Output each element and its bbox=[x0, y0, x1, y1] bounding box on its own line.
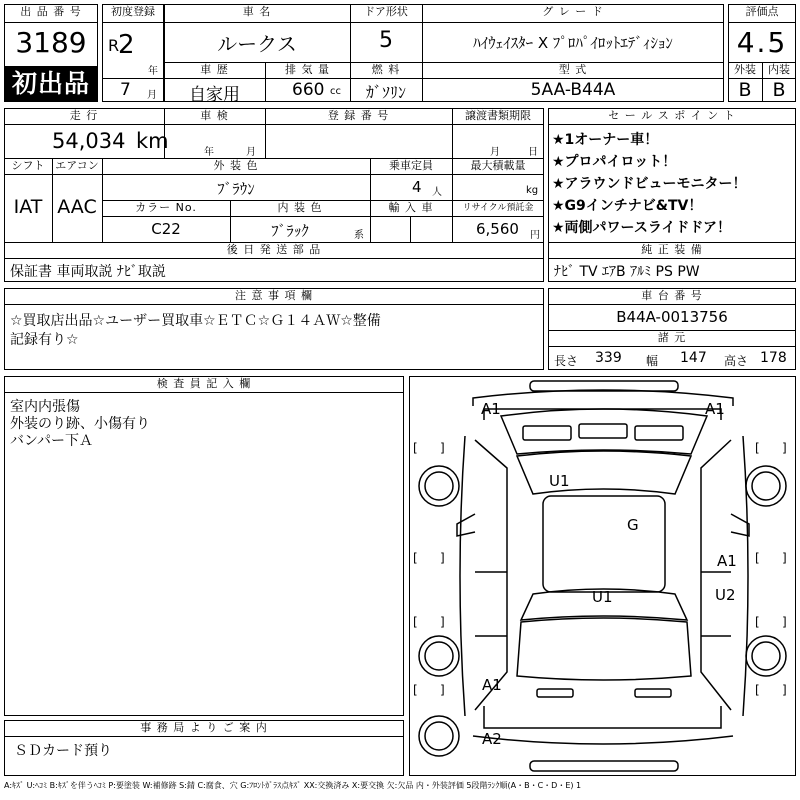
notes-line-2: 記録有り☆ bbox=[10, 332, 79, 348]
svg-text:[: [ bbox=[413, 683, 418, 697]
inspection-year-unit: 年 bbox=[204, 147, 214, 158]
damage-mark: G bbox=[627, 516, 639, 534]
exterior-grade: B bbox=[738, 79, 752, 101]
model-label: 型 式 bbox=[558, 63, 588, 76]
svg-text:[: [ bbox=[755, 683, 760, 697]
svg-text:]: ] bbox=[440, 615, 445, 629]
inspection-label: 車 検 bbox=[200, 109, 229, 122]
svg-text:]: ] bbox=[782, 551, 787, 565]
svg-text:]: ] bbox=[782, 683, 787, 697]
damage-mark: A1 bbox=[481, 400, 501, 418]
inspector-line: 室内内張傷 bbox=[10, 399, 80, 415]
damage-mark: A1 bbox=[705, 400, 725, 418]
height-label: 高さ bbox=[724, 354, 749, 368]
office-label: 事 務 局 よ り ご 案 内 bbox=[140, 721, 268, 734]
svg-text:[: [ bbox=[413, 551, 418, 565]
damage-mark: A1 bbox=[717, 552, 737, 570]
color-number: C22 bbox=[151, 220, 181, 238]
length-label: 長さ bbox=[554, 354, 579, 368]
damage-mark: U2 bbox=[715, 586, 736, 604]
shift-label: シフト bbox=[11, 159, 45, 172]
displacement-label: 排 気 量 bbox=[285, 63, 330, 76]
inspector-line: バンパー下Ａ bbox=[10, 433, 94, 449]
capacity-unit: 人 bbox=[432, 187, 442, 198]
mileage-label: 走 行 bbox=[69, 109, 99, 122]
damage-mark: U1 bbox=[549, 472, 570, 490]
color-number-label: カラー No. bbox=[135, 201, 197, 214]
transfer-day-unit: 日 bbox=[528, 147, 538, 158]
svg-text:]: ] bbox=[782, 615, 787, 629]
damage-mark: A2 bbox=[482, 730, 502, 748]
max-load-label: 最大積載量 bbox=[470, 159, 526, 172]
damage-mark: U1 bbox=[592, 588, 613, 606]
interior-grade-label: 内装 bbox=[768, 63, 790, 76]
recycle-fee-label: リサイクル預託金 bbox=[462, 203, 534, 213]
transfer-month-unit: 月 bbox=[490, 147, 500, 158]
svg-text:]: ] bbox=[782, 441, 787, 455]
era: R bbox=[108, 36, 120, 55]
height: 178 bbox=[760, 350, 787, 366]
sales-point: ★アラウンドビューモニター！ bbox=[552, 176, 747, 192]
interior-color-unit: 系 bbox=[354, 230, 364, 241]
lot-number: 3189 bbox=[15, 26, 87, 59]
lot-number-label: 出 品 番 号 bbox=[20, 5, 82, 18]
history-label: 車 歴 bbox=[200, 63, 229, 76]
office-message: ＳＤカード預り bbox=[14, 743, 112, 759]
doors-label: ドア形状 bbox=[364, 5, 408, 18]
reg-year: 2 bbox=[118, 30, 135, 60]
registration-number-label: 登 録 番 号 bbox=[327, 109, 390, 122]
svg-text:]: ] bbox=[440, 551, 445, 565]
first-listing-badge: 初出品 bbox=[5, 66, 97, 101]
svg-text:]: ] bbox=[440, 683, 445, 697]
score: 4.5 bbox=[736, 26, 788, 59]
notes-line-1: ☆買取店出品☆ユーザー買取車☆ＥＴＣ☆Ｇ１４ＡＷ☆整備 bbox=[10, 313, 381, 329]
doors: 5 bbox=[379, 28, 393, 53]
sales-point: ★プロパイロット！ bbox=[552, 154, 677, 170]
exterior-color: ﾌﾞﾗｳﾝ bbox=[217, 180, 255, 198]
reg-year-unit: 年 bbox=[148, 66, 158, 77]
sales-point: ★両側パワースライドドア！ bbox=[552, 220, 732, 236]
chassis-number: B44A-0013756 bbox=[616, 308, 728, 326]
width-label: 幅 bbox=[646, 354, 659, 368]
inspector-line: 外装のり跡、小傷有り bbox=[10, 416, 150, 432]
history: 自家用 bbox=[189, 85, 240, 105]
first-registration-label: 初度登録 bbox=[111, 5, 155, 18]
recycle-fee: 6,560 bbox=[476, 220, 519, 238]
sales-point: ★1オーナー車！ bbox=[552, 132, 659, 148]
svg-text:[: [ bbox=[413, 615, 418, 629]
mileage: 54,034 bbox=[52, 129, 126, 153]
interior-grade: B bbox=[772, 79, 786, 101]
exterior-color-label: 外 装 色 bbox=[213, 159, 259, 172]
capacity: 4 bbox=[412, 178, 422, 196]
chassis-number-label: 車 台 番 号 bbox=[641, 289, 703, 302]
svg-text:]: ] bbox=[440, 441, 445, 455]
inspector-label: 検 査 員 記 入 欄 bbox=[156, 377, 252, 390]
model: 5AA-B44A bbox=[530, 80, 616, 100]
svg-text:[: [ bbox=[413, 441, 418, 455]
displacement: 660 bbox=[292, 80, 325, 100]
length: 339 bbox=[595, 350, 622, 366]
standard-equipment: ﾅﾋﾞ TV ｴｱB ｱﾙﾐ PS PW bbox=[554, 264, 700, 280]
inspection-month-unit: 月 bbox=[246, 147, 256, 158]
ac-label: エアコン bbox=[55, 159, 99, 172]
width: 147 bbox=[680, 350, 707, 366]
svg-text:[: [ bbox=[755, 615, 760, 629]
reg-month: 7 bbox=[120, 80, 131, 100]
later-parts: 保証書 車両取説 ﾅﾋﾞ取説 bbox=[10, 264, 166, 280]
grade-label: グ レ ー ド bbox=[542, 5, 604, 18]
svg-text:[: [ bbox=[755, 441, 760, 455]
legend: A:ｷｽﾞ U:ﾍｺﾐ B:ｷｽﾞを伴うﾍｺﾐ P:要塗装 W:補修跡 S:錆 C:腐食、穴 G:ﾌﾛﾝﾄｶﾞﾗｽ点ｷｽﾞ XX:交換済み X:要交換 欠:欠品 内・外装評価 5段階ﾗﾝｸ順(A・B・C・D・E) 1 bbox=[4, 781, 582, 790]
sales-point: ★G9インチナビ&TV！ bbox=[552, 198, 703, 214]
damage-mark: A1 bbox=[482, 676, 502, 694]
exterior-grade-label: 外装 bbox=[734, 63, 756, 76]
later-parts-label: 後 日 発 送 部 品 bbox=[226, 243, 322, 256]
ac: AAC bbox=[57, 196, 97, 218]
car-name-label: 車 名 bbox=[242, 5, 272, 18]
import-label: 輸 入 車 bbox=[388, 201, 434, 214]
max-load-unit: kg bbox=[526, 185, 539, 196]
dimensions-label: 諸 元 bbox=[657, 331, 687, 344]
mileage-unit: km bbox=[136, 129, 169, 153]
reg-month-unit: 月 bbox=[147, 90, 157, 101]
score-label: 評価点 bbox=[745, 5, 779, 18]
shift: IAT bbox=[13, 196, 43, 218]
fuel: ｶﾞｿﾘﾝ bbox=[365, 83, 406, 102]
car-diagram bbox=[409, 376, 796, 776]
car-name: ルークス bbox=[217, 32, 297, 56]
fuel-label: 燃 料 bbox=[371, 63, 401, 76]
interior-color-label: 内 装 色 bbox=[277, 201, 323, 214]
standard-equipment-label: 純 正 装 備 bbox=[641, 243, 703, 256]
notes-label: 注 意 事 項 欄 bbox=[235, 289, 313, 302]
capacity-label: 乗車定員 bbox=[389, 159, 433, 172]
svg-text:[: [ bbox=[755, 551, 760, 565]
interior-color: ﾌﾞﾗｯｸ bbox=[271, 222, 309, 240]
sales-points-label: セ ー ル ス ポ イ ン ト bbox=[608, 109, 736, 122]
grade: ﾊｲｳｪｲｽﾀｰ X ﾌﾟﾛﾊﾟｲﾛｯﾄｴﾃﾞｨｼｮﾝ bbox=[473, 34, 673, 52]
transfer-deadline-label: 譲渡書類期限 bbox=[465, 109, 531, 122]
displacement-unit: cc bbox=[330, 86, 341, 97]
recycle-fee-unit: 円 bbox=[530, 230, 540, 241]
